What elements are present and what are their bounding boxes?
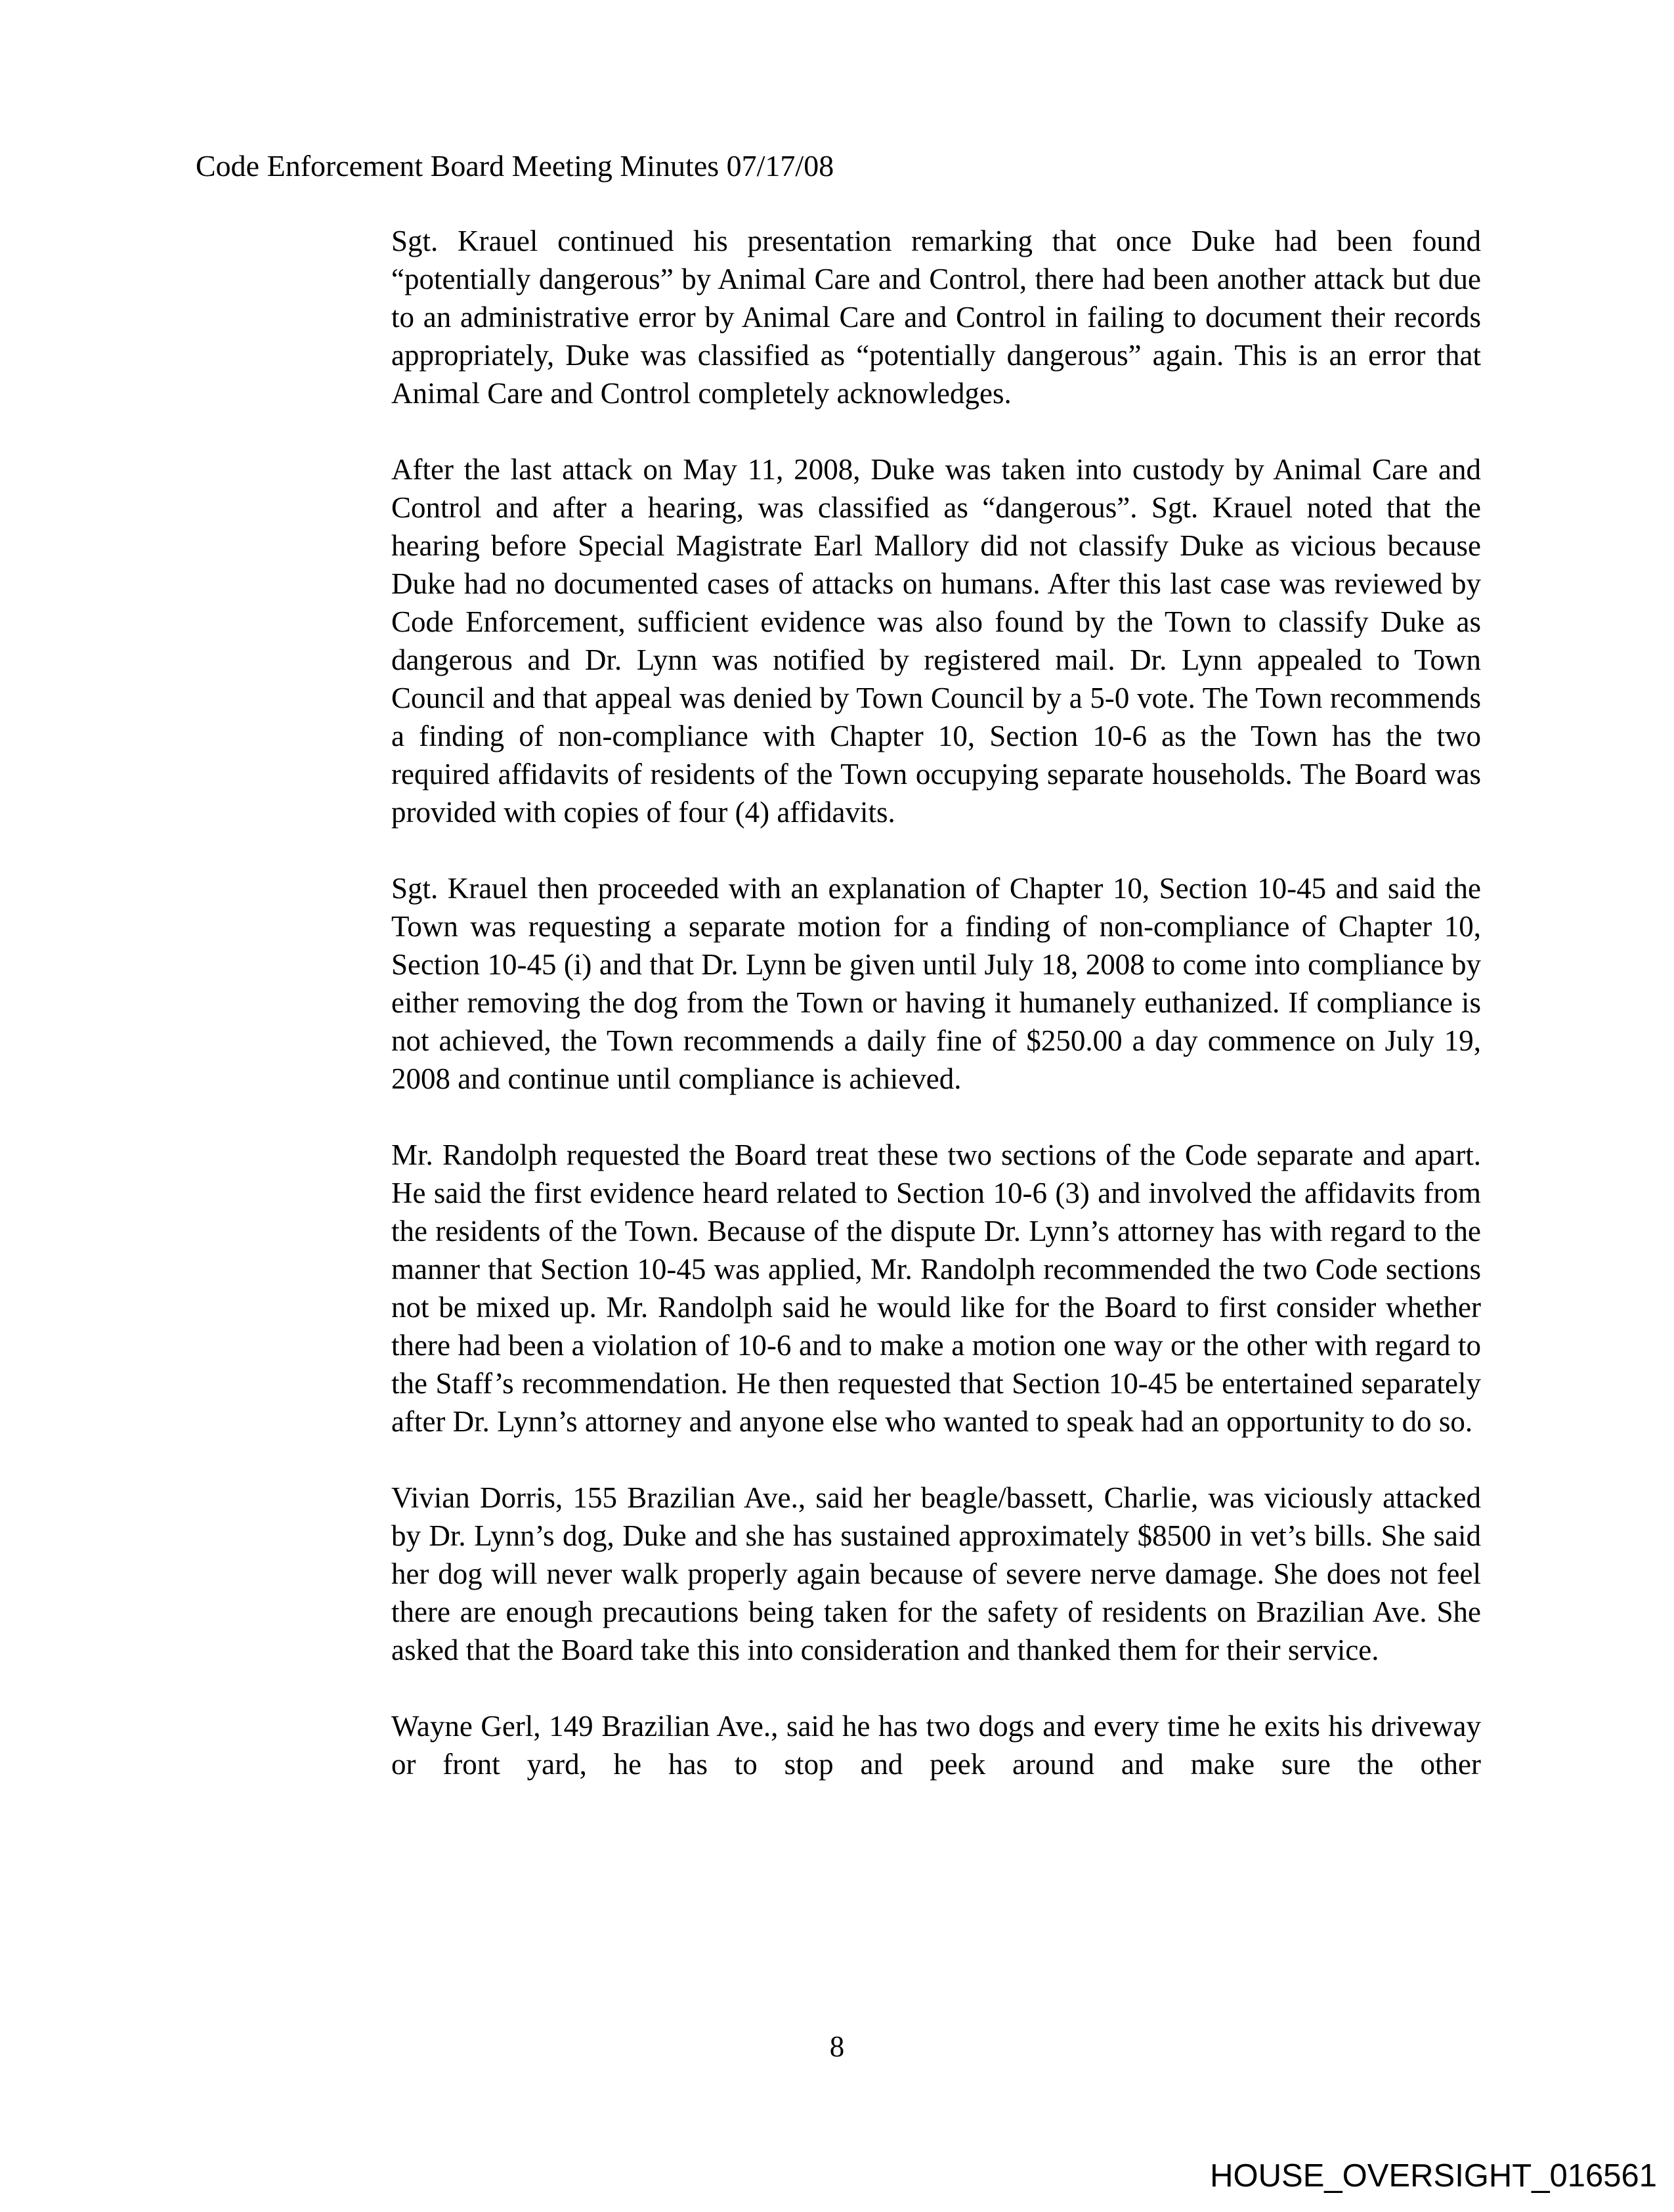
paragraph-section-10-45-explanation: Sgt. Krauel then proceeded with an explanation of Chapter 10, Section 10-45 and said the Town was requesting a separate motion for a finding of non-compliance of Chapter 10, Section 10-45 (i) and that Dr. Lynn be given until July 18, 2008 to come into compliance by either removing the dog from the Town or having it humanely euthanized. If compliance is not achieved, the Town recommends a daily fine of $250.00 a day commence on July 19, 2008 and continue until compliance is achieved. [391,872,1481,1095]
paragraph-vivian-dorris: Vivian Dorris, 155 Brazilian Ave., said her beagle/bassett, Charlie, was viciously attacked by Dr. Lynn’s dog, Duke and she has sustained approximately $8500 in vet’s bills. She said her dog will never walk properly again because of severe nerve damage. She does not feel there are enough precautions being taken for the safety of residents on Brazilian Ave. She asked that the Board take this into consideration and thanked them for their service. [391,1481,1481,1666]
paragraph-randolph-request: Mr. Randolph requested the Board treat these two sections of the Code separate and apart. He said the first evidence heard related to Section 10-6 (3) and involved the affidavits from the residents of the Town. Because of the dispute Dr. Lynn’s attorney has with regard to the manner that Section 10-45 was applied, Mr. Randolph recommended the two Code sections not be mixed up. Mr. Randolph said he would like for the Board to first consider whether there had been a violation of 10-6 and to make a motion one way or the other with regard to the Staff’s recommendation. He then requested that Section 10-45 be entertained separately after Dr. Lynn’s attorney and anyone else who wanted to speak had an opportunity to do so. [391,1139,1481,1438]
page-number: 8 [829,2030,845,2063]
paragraph-sgt-krauel-presentation: Sgt. Krauel continued his presentation remarking that once Duke had been found “potentially dangerous” by Animal Care and Control, there had been another attack but due to an administrative error by Animal Care and Control in failing to document their records appropriately, Duke was classified as “potentially dangerous” again. This is an error that Animal Care and Control completely acknowledges. [391,225,1481,410]
bates-stamp: HOUSE_OVERSIGHT_016561 [1210,2158,1657,2194]
paragraph-wayne-gerl: Wayne Gerl, 149 Brazilian Ave., said he has two dogs and every time he exits his driveway or front yard, he has to stop and peek around and make sure the other [391,1710,1481,1781]
document-body [391,222,1481,1821]
paragraph-last-attack-custody: After the last attack on May 11, 2008, Duke was taken into custody by Animal Care and Control and after a hearing, was classified as “dangerous”. Sgt. Krauel noted that the hearing before Special Magistrate Earl Mallory did not classify Duke as vicious because Duke had no documented cases of attacks on humans. After this last case was reviewed by Code Enforcement, sufficient evidence was also found by the Town to classify Duke as dangerous and Dr. Lynn was notified by registered mail. Dr. Lynn appealed to Town Council and that appeal was denied by Town Council by a 5-0 vote. The Town recommends a finding of non-compliance with Chapter 10, Section 10-6 as the Town has the two required affidavits of residents of the Town occupying separate households. The Board was provided with copies of four (4) affidavits. [391,453,1481,829]
document-title: Code Enforcement Board Meeting Minutes 07/17/08 [196,149,834,183]
